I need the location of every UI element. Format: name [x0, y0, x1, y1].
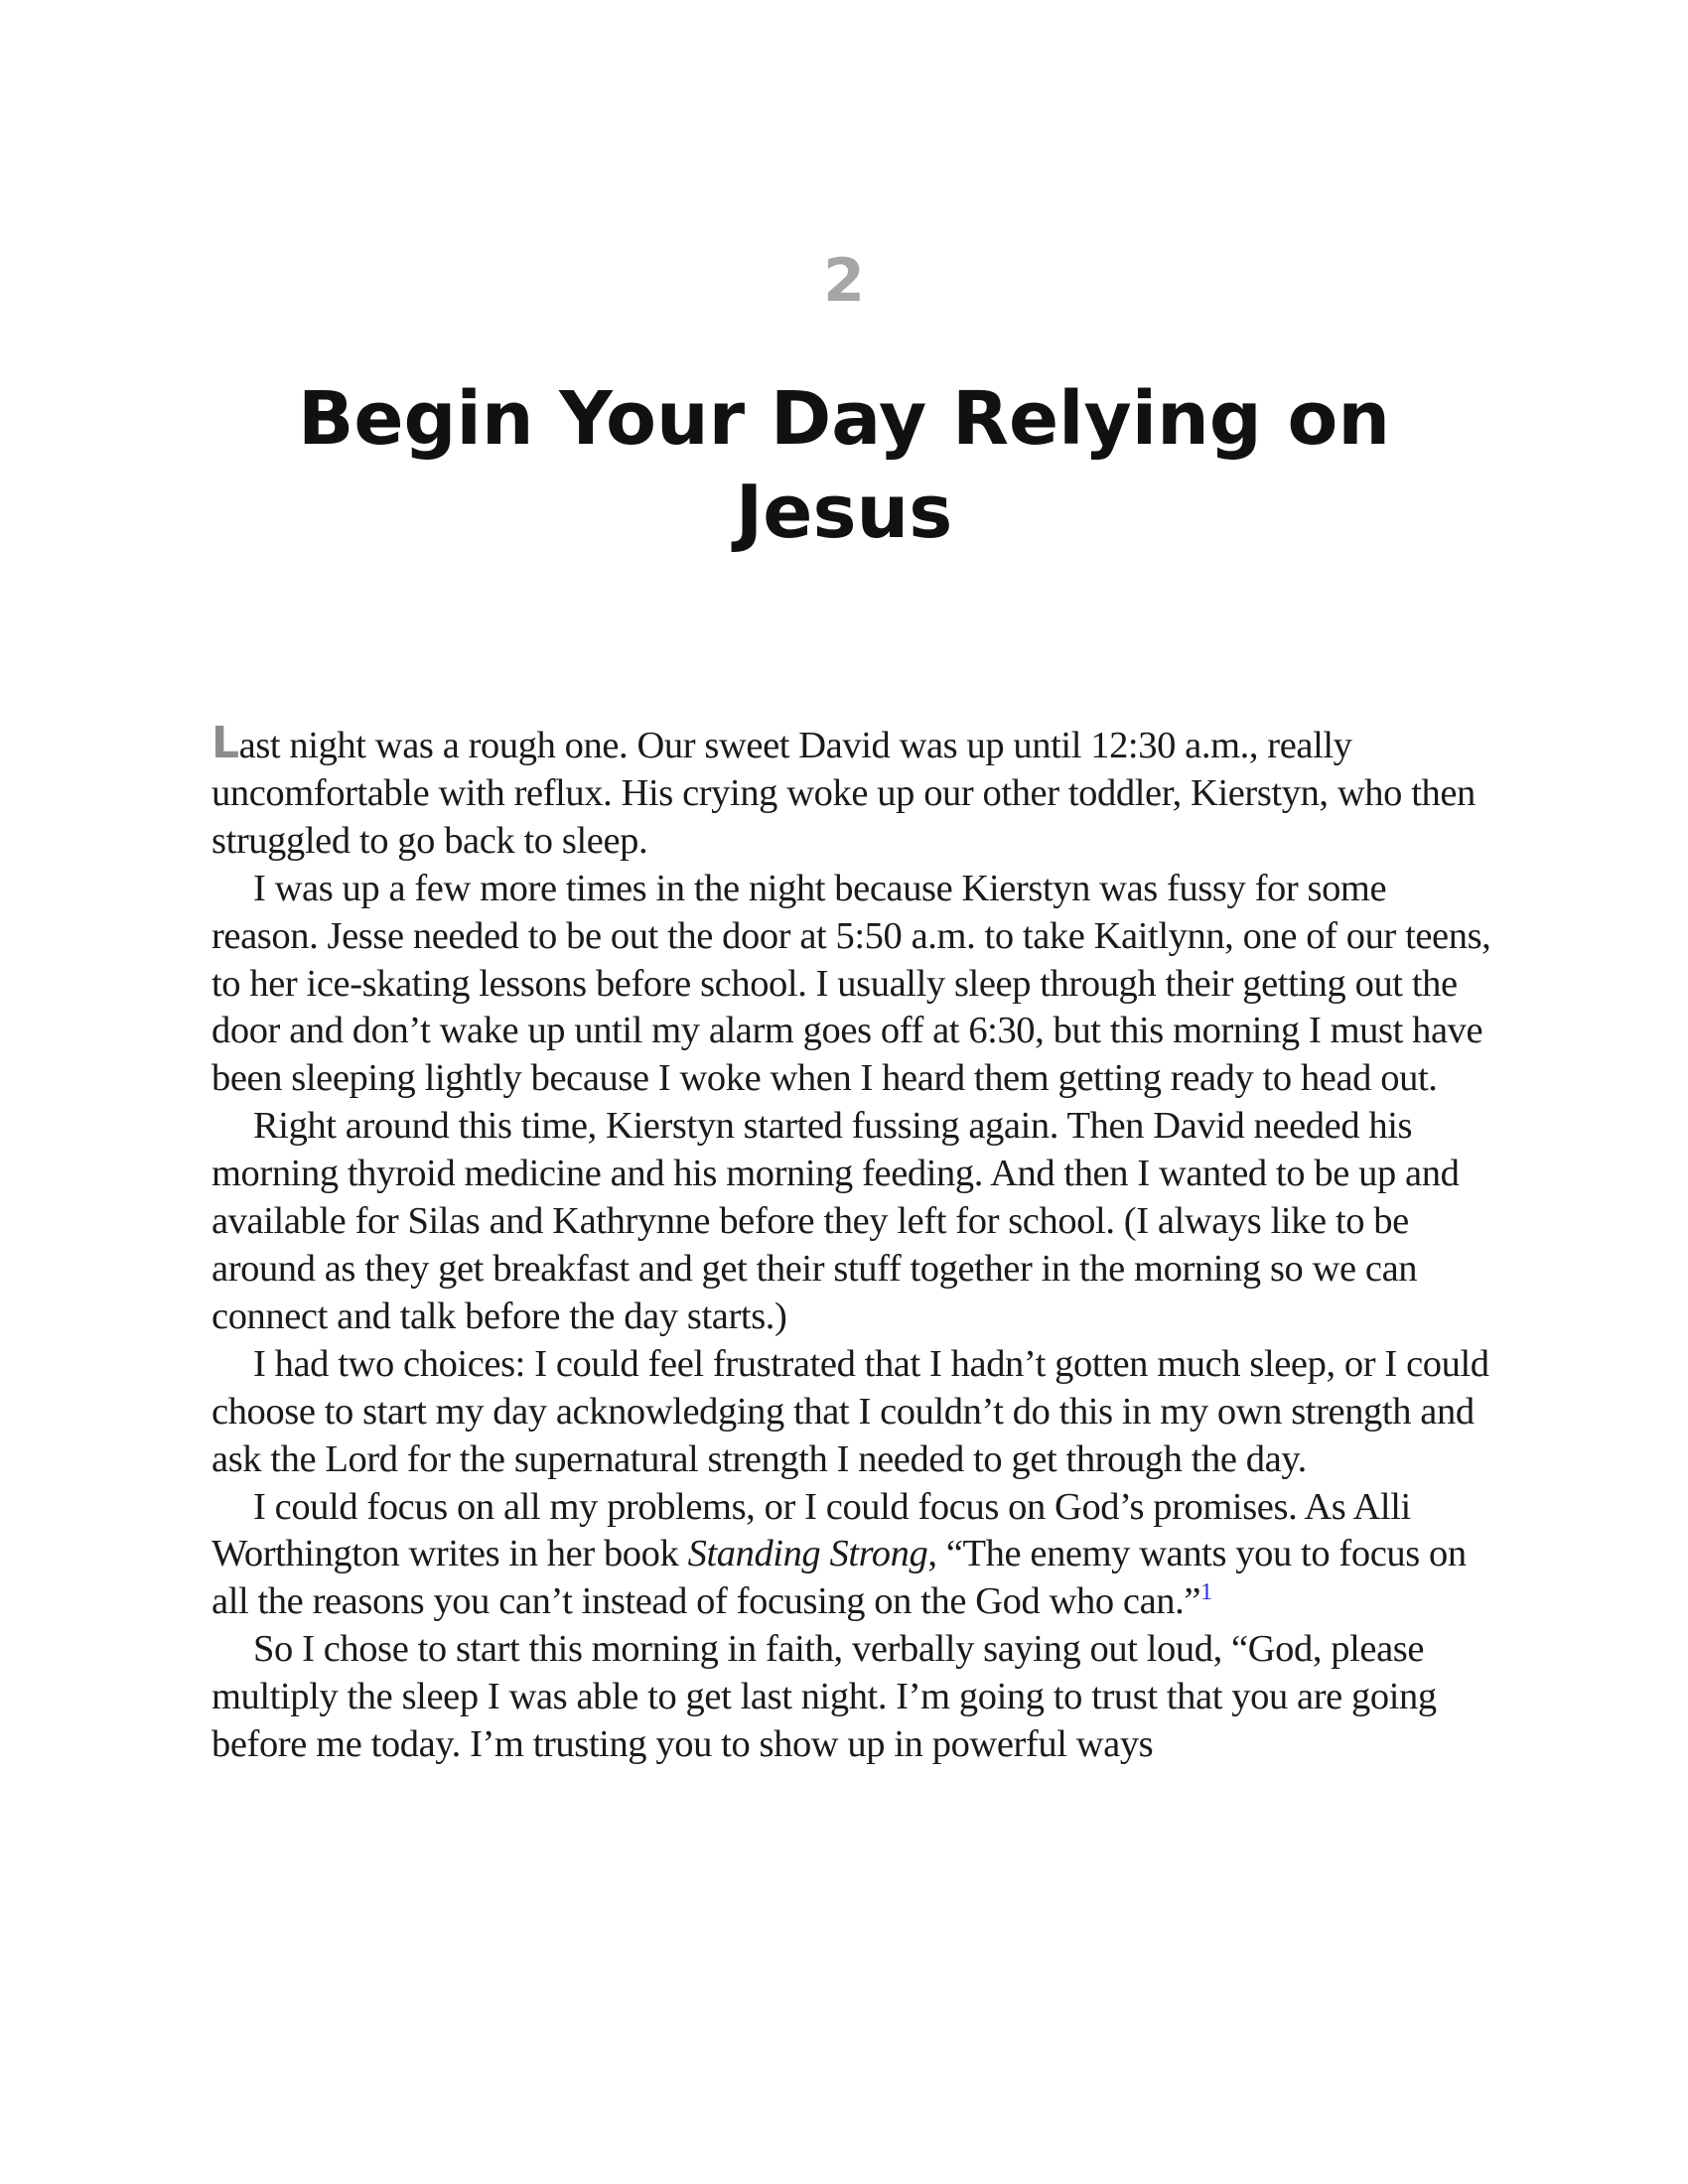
chapter-title: Begin Your Day Relying on Jesus: [297, 376, 1391, 555]
paragraph-6: So I chose to start this morning in faith, verbally saying out loud, “God, please multiply the sleep I was able to get last night. I’m going to trust that you are going before me today. I’m trusting you to show up in powerful ways: [211, 1628, 1437, 1766]
book-title: Standing Strong: [687, 1533, 928, 1575]
paragraph-5-text-before: I could focus on all my problems, or I could focus on God’s promises. As Alli Worthington writes in her book: [211, 1485, 1411, 1575]
footnote-link[interactable]: 1: [1200, 1579, 1212, 1606]
paragraph-5: [211, 1484, 1492, 1627]
paragraph-5-text-after: , “The enemy wants you to focus on all the reasons you can’t instead of focusing on the God who can.”: [211, 1533, 1467, 1623]
paragraph-1: [211, 720, 1492, 866]
paragraph-1-text: ast night was a rough one. Our sweet David was up until 12:30 a.m., really uncomfortable with reflux. His crying woke up our other toddler, Kierstyn, who then struggled to go back to sleep.: [211, 725, 1476, 862]
paragraph-2: I was up a few more times in the night because Kierstyn was fussy for some reason. Jesse needed to be out the door at 5:50 a.m. to take Kaitlynn, one of our teens, to her ice-skating lessons before school. I usually sleep through their getting out the door and don’t wake up until my alarm goes off at 6:30, but this morning I must have been sleeping lightly because I woke when I heard them getting ready to head out.: [211, 867, 1491, 1100]
drop-cap: L: [211, 718, 239, 768]
chapter-body: [211, 720, 1492, 1769]
paragraph-3: Right around this time, Kierstyn started fussing again. Then David needed his morning thyroid medicine and his morning feeding. And then I wanted to be up and available for Silas and Kathrynne before they left for school. (I always like to be around as they get breakfast and get their stuff together in the morning so we can connect and talk before the day starts.): [211, 1105, 1460, 1337]
paragraph-4: I had two choices: I could feel frustrated that I hadn’t gotten much sleep, or I could choose to start my day acknowledging that I couldn’t do this in my own strength and ask the Lord for the supernatural strength I needed to get through the day.: [211, 1342, 1489, 1480]
chapter-number: 2: [823, 246, 865, 316]
